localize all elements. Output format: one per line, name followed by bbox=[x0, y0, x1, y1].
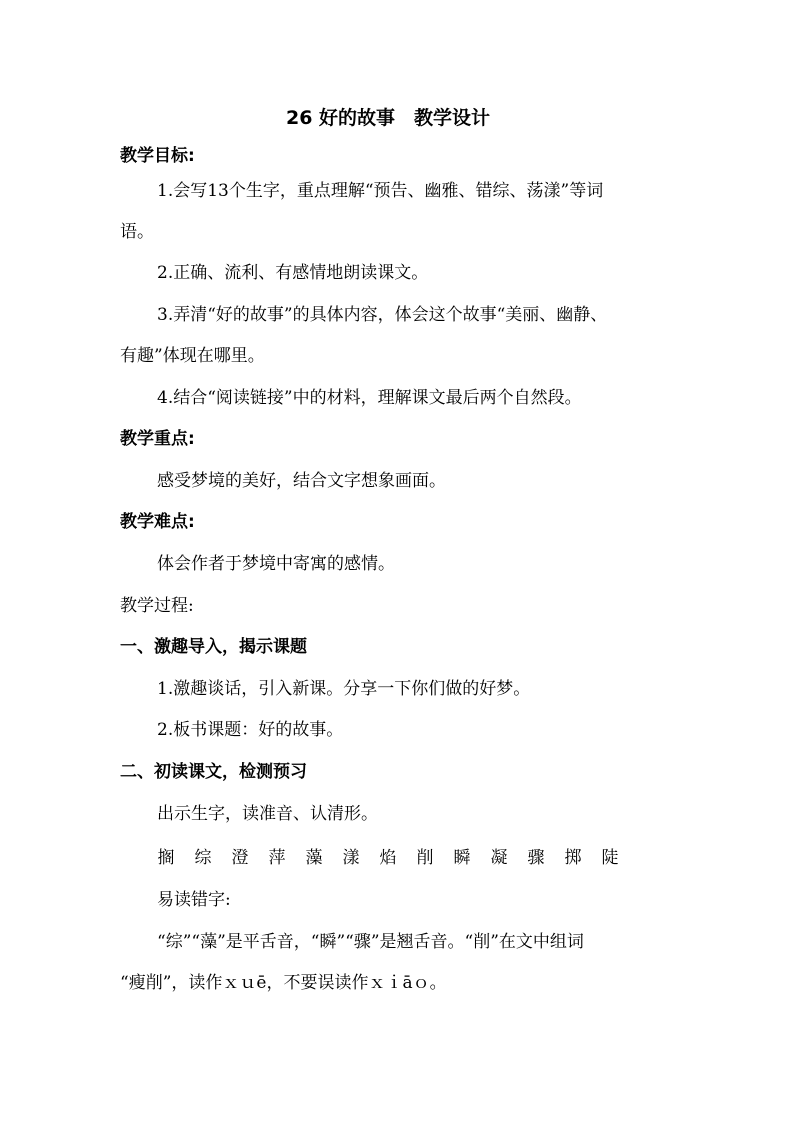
new-character: 瞬 bbox=[453, 848, 471, 868]
section2-heading: 二、初读课文，检测预习 bbox=[120, 762, 307, 782]
objective-line: 1.会写13个生字，重点理解“预告、幽雅、错综、荡漾”等词 bbox=[157, 181, 604, 201]
new-character: 骤 bbox=[527, 848, 545, 868]
mistake-line: “综”“藻”是平舌音，“瞬”“骤”是翘舌音。“削”在文中组词 bbox=[157, 932, 584, 952]
new-character: 漾 bbox=[342, 848, 360, 868]
new-character: 陡 bbox=[601, 848, 619, 868]
new-character: 澄 bbox=[231, 848, 249, 868]
difficulty-text: 体会作者于梦境中寄寓的感情。 bbox=[157, 554, 395, 574]
new-character: 凝 bbox=[490, 848, 508, 868]
new-character: 搁 bbox=[157, 848, 175, 868]
new-character: 焰 bbox=[379, 848, 397, 868]
objective-line: 2.正确、流利、有感情地朗读课文。 bbox=[157, 263, 429, 283]
section1-item: 2.板书课题：好的故事。 bbox=[157, 720, 344, 740]
mistake-line: “瘦削”，读作ｘｕē，不要误读作ｘｉāｏ。 bbox=[120, 973, 447, 993]
section2-intro: 出示生字，读准音、认清形。 bbox=[157, 804, 378, 824]
new-character: 藻 bbox=[305, 848, 323, 868]
objective-line: 有趣”体现在哪里。 bbox=[120, 346, 265, 366]
new-character: 综 bbox=[194, 848, 212, 868]
document-title: 26 好的故事 教学设计 bbox=[286, 107, 491, 129]
section1-heading: 一、激趣导入，揭示课题 bbox=[120, 637, 307, 657]
mistake-heading: 易读错字: bbox=[157, 890, 231, 910]
new-character: 削 bbox=[416, 848, 434, 868]
section1-item: 1.激趣谈话，引入新课。分享一下你们做的好梦。 bbox=[157, 679, 531, 699]
objective-line: 语。 bbox=[120, 222, 154, 242]
key-point-text: 感受梦境的美好，结合文字想象画面。 bbox=[157, 471, 446, 491]
process-heading: 教学过程: bbox=[120, 596, 194, 616]
key-point-heading: 教学重点: bbox=[120, 429, 195, 449]
objective-line: 4.结合“阅读链接”中的材料，理解课文最后两个自然段。 bbox=[157, 388, 582, 408]
new-character: 萍 bbox=[268, 848, 286, 868]
objective-line: 3.弄清“好的故事”的具体内容，体会这个故事“美丽、幽静、 bbox=[157, 305, 608, 325]
objectives-heading: 教学目标: bbox=[120, 146, 195, 166]
difficulty-heading: 教学难点: bbox=[120, 512, 195, 532]
new-character: 掷 bbox=[564, 848, 582, 868]
new-characters-list bbox=[157, 847, 637, 869]
